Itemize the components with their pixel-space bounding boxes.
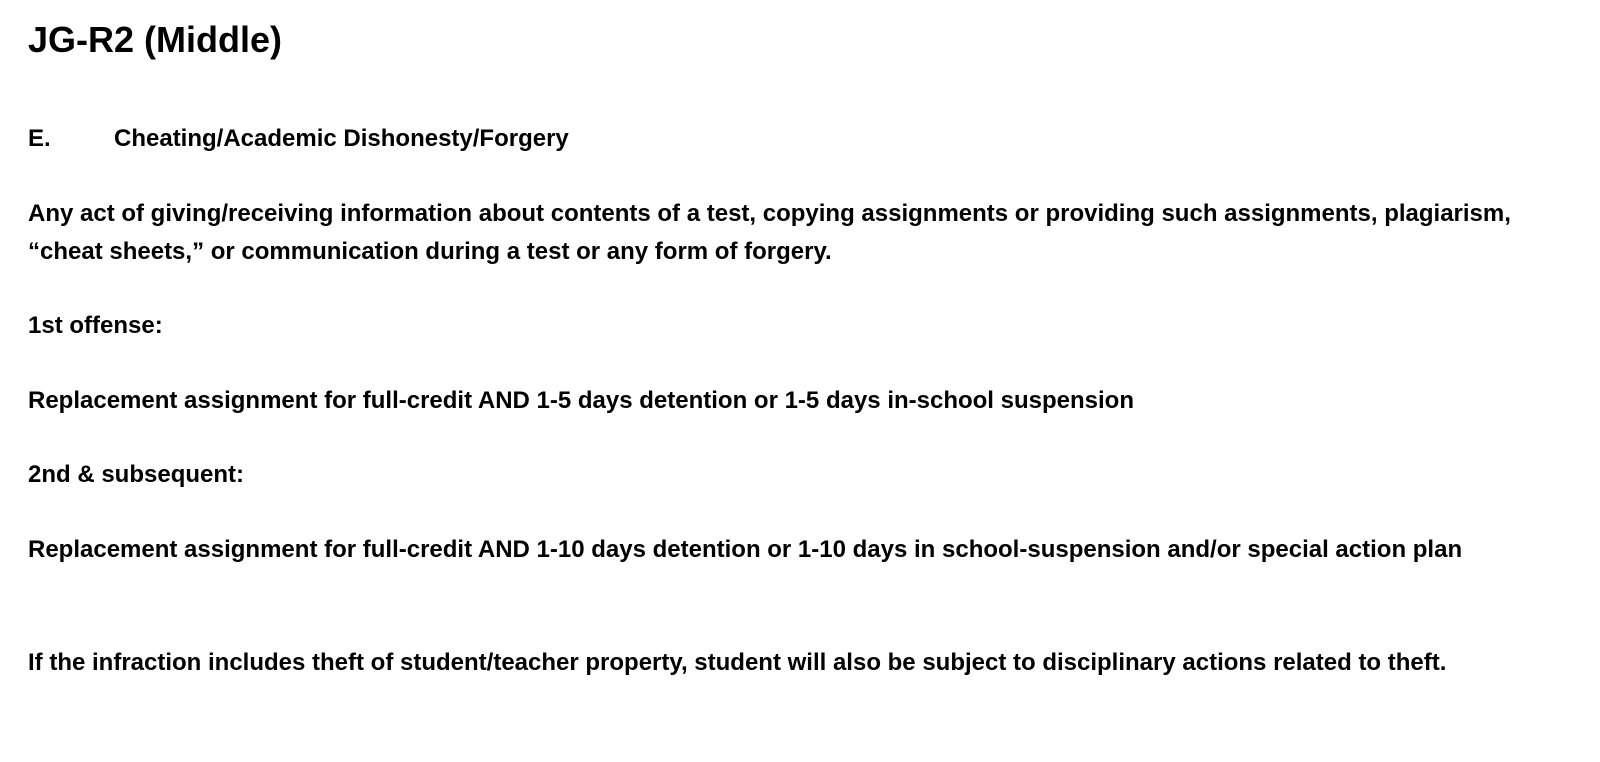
first-offense-label: 1st offense:	[28, 312, 163, 339]
first-offense-consequence: Replacement assignment for full-credit AND 1-5 days detention or 1-5 days in-school suspension	[28, 387, 1135, 414]
document-title: JG-R2 (Middle)	[28, 19, 283, 60]
theft-note: If the infraction includes theft of student/teacher property, student will also be subject to disciplinary actions related to theft.	[28, 649, 1447, 676]
section-heading	[28, 124, 569, 154]
offense-description: Any act of giving/receiving information about contents of a test, copying assignments or providing such assignments, plagiarism, “cheat sheets,” or communication during a test or any form of forgery.	[28, 200, 1511, 265]
section-title: Cheating/Academic Dishonesty/Forgery	[114, 125, 569, 152]
subsequent-offense-consequence: Replacement assignment for full-credit AND 1-10 days detention or 1-10 days in school-suspension and/or special action plan	[28, 536, 1463, 563]
section-letter: E.	[28, 125, 51, 152]
subsequent-offense-label: 2nd & subsequent:	[28, 461, 245, 488]
